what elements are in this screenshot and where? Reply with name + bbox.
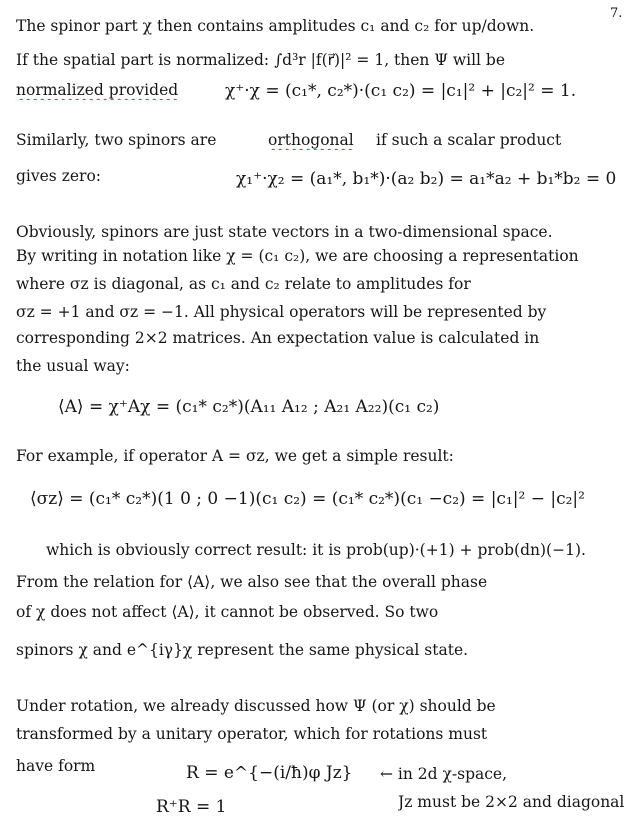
text-line: if such a scalar product: [376, 131, 562, 149]
text-line: Similarly, two spinors are: [16, 131, 217, 149]
equation-expectation: ⟨A⟩ = χ⁺Aχ = (c₁* c₂*)(A₁₁ A₁₂ ; A₂₁ A₂₂)(c₁ c₂): [58, 397, 440, 417]
text-line: The spinor part χ then contains amplitudes c₁ and c₂ for up/down.: [16, 17, 535, 35]
text-line: where σz is diagonal, as c₁ and c₂ relate to amplitudes for: [16, 275, 471, 293]
text-line: If the spatial part is normalized: ∫d³r |f(r⃗)|² = 1, then Ψ will be: [16, 51, 506, 69]
equation-sigma-z: ⟨σz⟩ = (c₁* c₂*)(1 0 ; 0 −1)(c₁ c₂) = (c₁* c₂*)(c₁ −c₂) = |c₁|² − |c₂|²: [30, 489, 585, 509]
text-line: Obviously, spinors are just state vectors in a two-dimensional space.: [16, 223, 553, 241]
equation-rotation: R = e^{−(i/ħ)φ Jz}: [186, 763, 353, 783]
text-line: the usual way:: [16, 357, 130, 375]
text-line: σz = +1 and σz = −1. All physical operators will be represented by: [16, 303, 547, 321]
text-line: From the relation for ⟨A⟩, we also see that the overall phase: [16, 573, 488, 591]
text-line: of χ does not affect ⟨A⟩, it cannot be observed. So two: [16, 603, 439, 621]
text-line-underlined: normalized provided: [16, 81, 179, 99]
text-line: Under rotation, we already discussed how Ψ (or χ) should be: [16, 697, 496, 715]
equation-normalization: χ⁺·χ = (c₁*, c₂*)·(c₁ c₂) = |c₁|² + |c₂|² = 1.: [225, 81, 577, 101]
text-line: which is obviously correct result: it is prob(up)·(+1) + prob(dn)(−1).: [46, 541, 586, 559]
equation-orthogonality: χ₁⁺·χ₂ = (a₁*, b₁*)·(a₂ b₂) = a₁*a₂ + b₁*b₂ = 0: [236, 169, 617, 189]
text-line: have form: [16, 757, 96, 775]
text-line: transformed by a unitary operator, which for rotations must: [16, 725, 488, 743]
text-line: gives zero:: [16, 167, 101, 185]
text-line: Jz must be 2×2 and diagonal: [398, 793, 625, 811]
page-number: 7.: [610, 6, 623, 21]
text-line: ← in 2d χ-space,: [380, 765, 508, 783]
equation-unitarity: R⁺R = 1: [156, 797, 227, 817]
word-orthogonal: orthogonal: [268, 131, 354, 149]
text-line: corresponding 2×2 matrices. An expectation value is calculated in: [16, 329, 540, 347]
text-line: By writing in notation like χ = (c₁ c₂), we are choosing a representation: [16, 247, 579, 265]
text-line: For example, if operator A = σz, we get a simple result:: [16, 447, 454, 465]
text-line: spinors χ and e^{iγ}χ represent the same physical state.: [16, 641, 469, 659]
